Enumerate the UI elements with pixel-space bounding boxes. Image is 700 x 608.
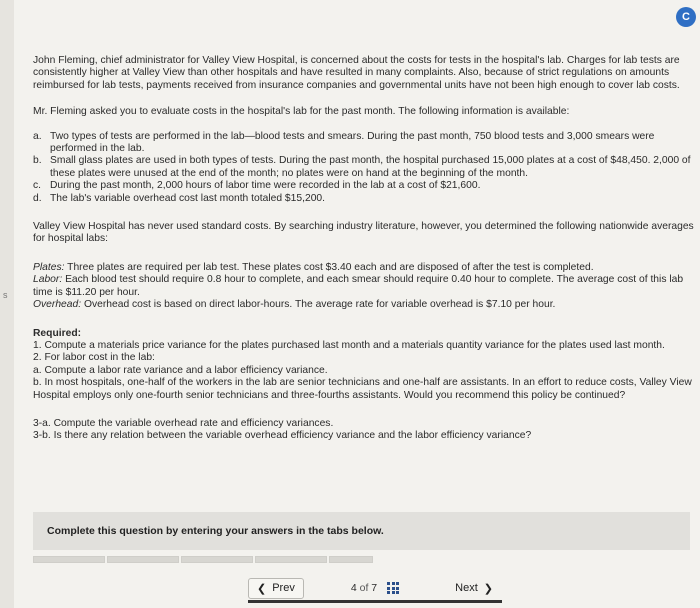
required-title: Required: [33, 327, 82, 339]
standards-intro: Valley View Hospital has never used standard costs. By searching industry literature, however, you determined the following nationwide averages for hospital labs: [33, 221, 694, 245]
list-item [33, 155, 697, 180]
plates-text: Three plates are required per lab test. These plates cost $3.40 each and are disposed of after the test is completed. [64, 261, 594, 273]
required-line: 2. For labor cost in the lab: [33, 352, 155, 364]
standards-block [33, 262, 697, 312]
left-margin-mark: s [3, 290, 8, 300]
current-page: 4 [350, 582, 357, 594]
list-item-text: The lab's variable overhead cost last month totaled $15,200. [50, 192, 326, 204]
answer-tabs [33, 556, 373, 562]
corner-badge[interactable]: C [676, 7, 696, 27]
facts-list [33, 131, 697, 205]
labor-label: Labor: [33, 274, 63, 286]
grid-icon[interactable] [387, 582, 399, 594]
list-item [33, 131, 697, 156]
list-item-text: Small glass plates are used in both types of tests. During the past month, the hospital purchased 15,000 plates at a cost of $48,450. 2,000 of these plates were unused at the end of the month; no plates were on hand at the beginning of the month. [50, 155, 691, 179]
page-indicator[interactable] [351, 582, 399, 594]
chevron-left-icon: ❮ [257, 582, 267, 595]
next-label: Next [455, 582, 478, 594]
pagination-bar [248, 575, 502, 601]
list-marker: a. [33, 130, 42, 142]
list-marker: d. [33, 192, 42, 204]
required-line: 1. Compute a materials price variance for the plates purchased last month and a materials quantity variance for the plates used last month. [33, 339, 665, 351]
list-marker: b. [33, 155, 42, 167]
next-button[interactable] [446, 578, 502, 599]
answer-tab[interactable] [107, 556, 179, 563]
prev-button[interactable] [248, 578, 304, 599]
overhead-questions [33, 418, 697, 443]
overhead-standard [33, 299, 697, 311]
plates-standard [33, 262, 697, 274]
left-edge-bar [0, 0, 14, 608]
answer-tab[interactable] [329, 556, 373, 563]
answer-tab[interactable] [181, 556, 253, 563]
intro-paragraph: John Fleming, chief administrator for Valley View Hospital, is concerned about the costs for tests in the hospital's lab. Charges for lab tests are consistently higher at Valley View than other hospitals and have resulted in many complaints. Also, because of strict regulations on amounts reimbursed for lab tests, payments received from insurance companies and governmental units have not been high enough to cover lab costs. [33, 55, 680, 91]
prev-label: Prev [272, 582, 295, 594]
question-3a: 3-a. Compute the variable overhead rate and efficiency variances. [33, 417, 334, 429]
chevron-right-icon: ❯ [483, 582, 493, 595]
of-label: of [359, 582, 369, 594]
page-count [351, 582, 377, 594]
answer-tab[interactable] [255, 556, 327, 563]
required-section [33, 328, 697, 402]
overhead-label: Overhead: [33, 299, 82, 311]
labor-text: Each blood test should require 0.8 hour to complete, and each smear should require 0.40 hour to complete. The average cost of this lab time is $11.20 per hour. [33, 274, 684, 298]
list-item [33, 180, 697, 192]
banner-text: Complete this question by entering your answers in the tabs below. [47, 525, 384, 537]
required-line: a. Compute a labor rate variance and a labor efficiency variance. [33, 364, 328, 376]
problem-text [33, 55, 697, 443]
ask-paragraph: Mr. Fleming asked you to evaluate costs in the hospital's lab for the past month. The following information is available: [33, 106, 570, 118]
pagination-underline [248, 600, 502, 603]
list-item [33, 193, 697, 205]
total-pages: 7 [371, 582, 378, 594]
answer-tab[interactable] [33, 556, 105, 563]
instruction-banner [33, 512, 690, 550]
question-3b: 3-b. Is there any relation between the variable overhead efficiency variance and the labor efficiency variance? [33, 430, 532, 442]
list-item-text: Two types of tests are performed in the lab—blood tests and smears. During the past month, 750 blood tests and 3,000 smears were performed in the lab. [50, 130, 655, 155]
list-item-text: During the past month, 2,000 hours of labor time were recorded in the lab at a cost of $21,600. [50, 180, 481, 192]
labor-standard [33, 274, 697, 299]
required-line: b. In most hospitals, one-half of the workers in the lab are senior technicians and one-half are assistants. In an effort to reduce costs, Valley View Hospital employs only one-fourth senior technicians and three-fourths assistants. Would you recommend this policy be continued? [33, 377, 692, 401]
plates-label: Plates: [33, 261, 65, 273]
list-marker: c. [33, 180, 42, 192]
overhead-text: Overhead cost is based on direct labor-hours. The average rate for variable overhead is $7.10 per hour. [81, 299, 556, 311]
